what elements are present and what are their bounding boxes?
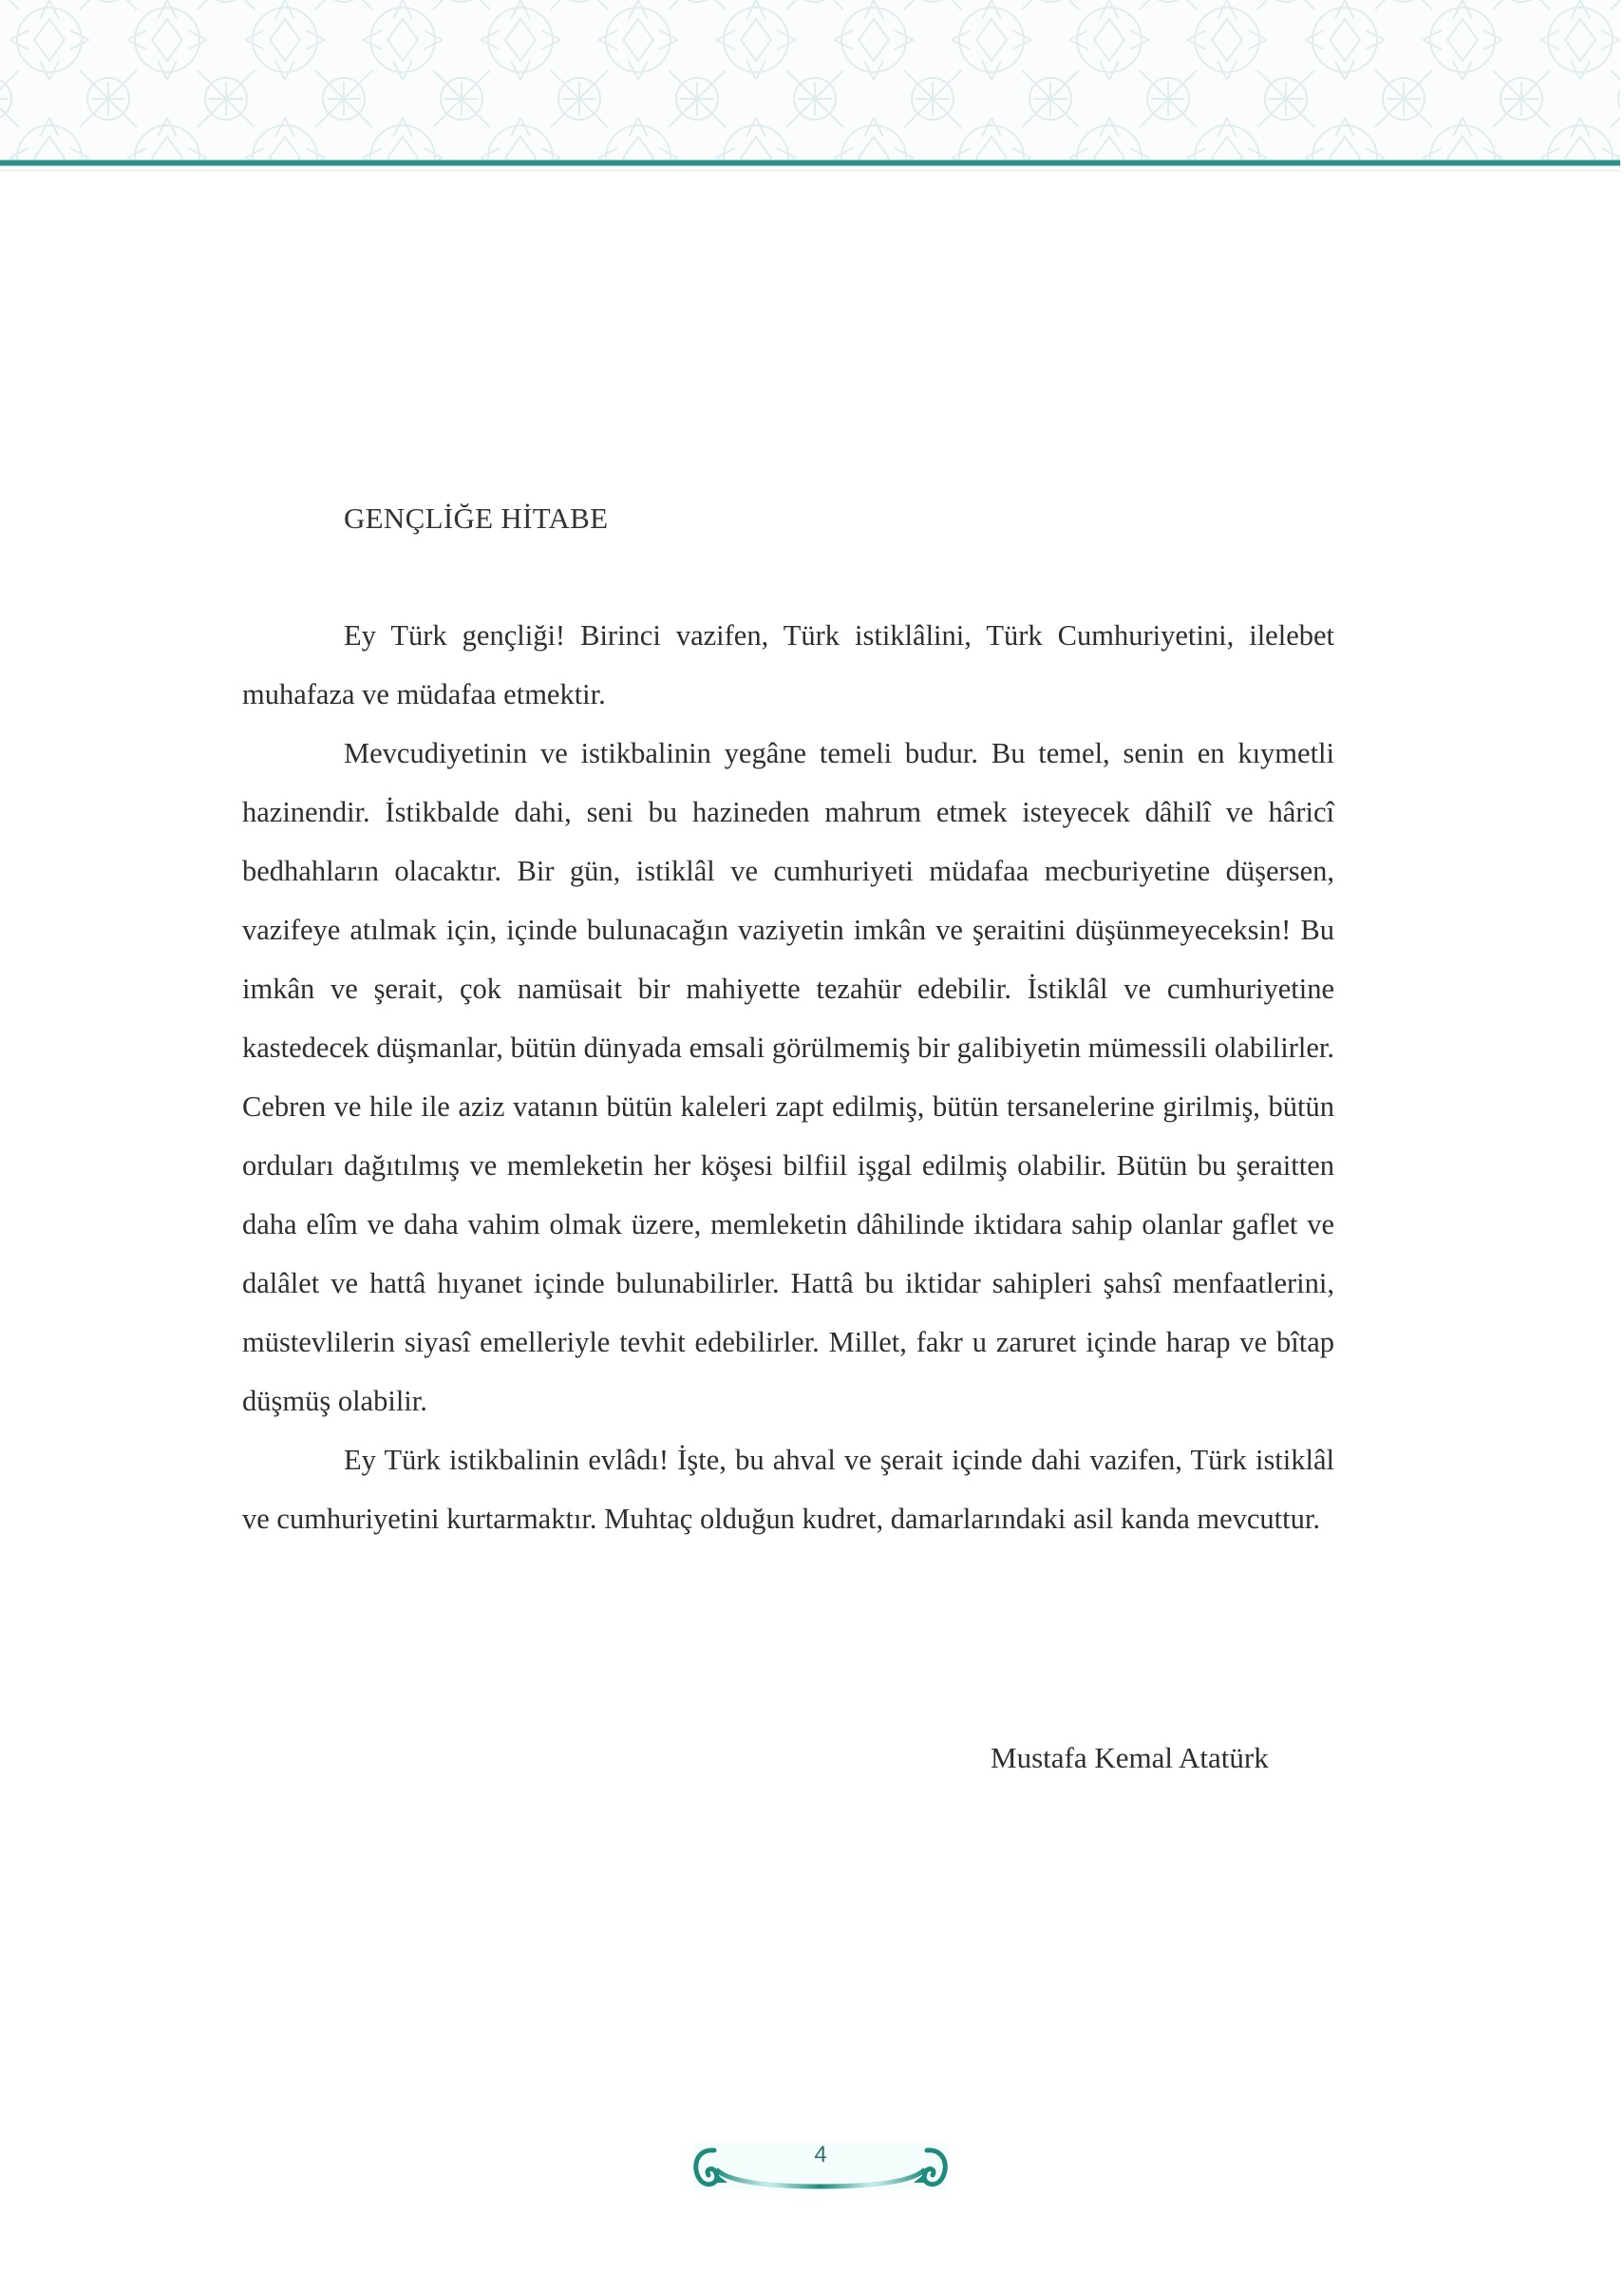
header-divider: [0, 161, 1620, 165]
signature: Mustafa Kemal Atatürk: [991, 1741, 1269, 1774]
page-footer: [686, 2141, 955, 2194]
paragraph-3: Ey Türk istikbalinin evlâdı! İşte, bu ahval ve şerait içinde dahi vazifen, Türk istiklâl ve cumhuriyetini kurtarmaktır. Muhtaç olduğun kudret, damarlarındaki asil kanda mevcuttur.: [242, 1444, 1334, 1535]
document-title: GENÇLİĞE HİTABE: [344, 502, 609, 535]
geometric-pattern-icon: [0, 0, 1620, 161]
paragraph-1: Ey Türk gençliği! Birinci vazifen, Türk istiklâlini, Türk Cumhuriyetini, ilelebet muhafaza ve müdafaa etmektir.: [242, 619, 1334, 710]
header-pattern-band: [0, 0, 1620, 161]
paragraph-2: Mevcudiyetinin ve istikbalinin yegâne temeli budur. Bu temel, senin en kıymetli hazinendir. İstikbalde dahi, seni bu hazineden mahrum etmek isteyecek dâhilî ve hâricî bedhahların olacaktır. Bir gün, istiklâl ve cumhuriyeti müdafaa mecburiyetine düşersen, vazifeye atılmak için, içinde bulunacağın vaziyetin imkân ve şeraitini düşünmeyeceksin! Bu imkân ve şerait, çok namüsait bir mahiyette tezahür edebilir. İstiklâl ve cumhuriyetine kastedecek düşmanlar, bütün dünyada emsali görülmemiş bir galibiyetin mümessili olabilirler. Cebren ve hile ile aziz vatanın bütün kaleleri zapt edilmiş, bütün tersanelerine girilmiş, bütün orduları dağıtılmış ve memleketin her köşesi bilfiil işgal edilmiş olabilir. Bütün bu şeraitten daha elîm ve daha vahim olmak üzere, memleketin dâhilinde iktidara sahip olanlar gaflet ve dalâlet ve hattâ hıyanet içinde bulunabilirler. Hattâ bu iktidar sahipleri şahsî menfaatlerini, müstevlilerin siyasî emelleriyle tevhit edebilirler. Millet, fakr u zaruret içinde harap ve bîtap düşmüş olabilir.: [242, 737, 1334, 1417]
page-number: 4: [814, 2142, 827, 2167]
header-divider-faint: [0, 169, 1620, 172]
document-body: [242, 492, 1334, 1548]
